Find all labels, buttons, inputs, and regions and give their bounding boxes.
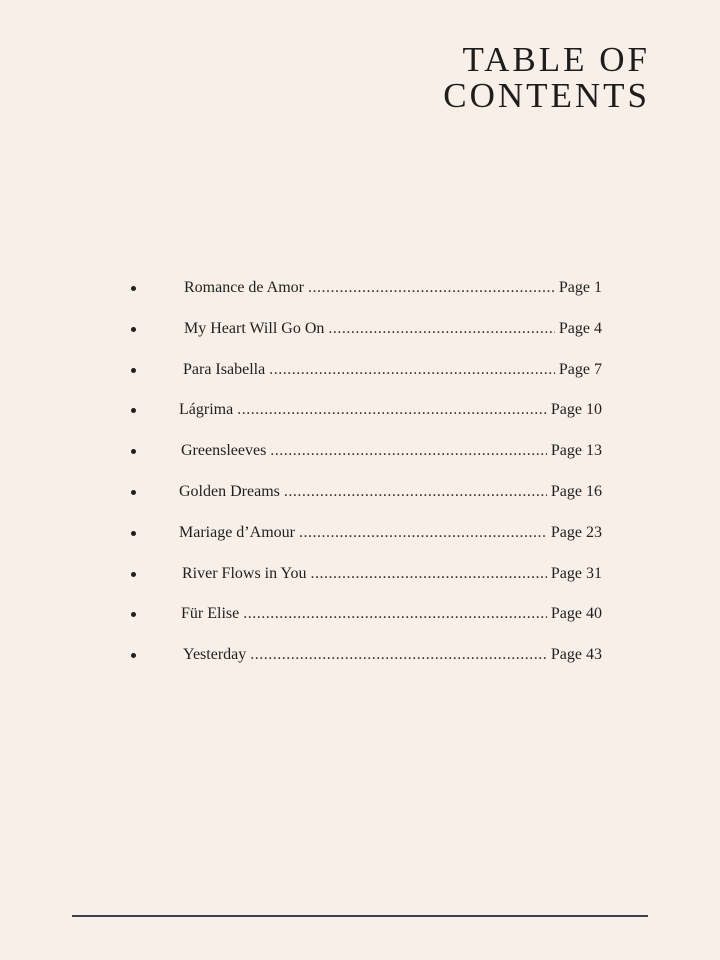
dot-leader xyxy=(328,319,555,339)
toc-entry-page: Page 13 xyxy=(550,442,602,459)
toc-entry-fur-elise[interactable] xyxy=(0,604,720,624)
toc-entry-line xyxy=(179,482,602,502)
bullet-icon xyxy=(131,612,136,617)
bullet-icon xyxy=(131,286,136,291)
toc-entry-title: My Heart Will Go On xyxy=(184,320,325,337)
dot-leader xyxy=(237,400,547,420)
toc-entry-title: Golden Dreams xyxy=(179,483,280,500)
title-line-1: TABLE OF xyxy=(462,40,650,79)
dot-leader xyxy=(310,564,546,584)
bullet-icon xyxy=(131,408,136,413)
toc-entry-line xyxy=(183,645,602,665)
toc-entry-lagrima[interactable] xyxy=(0,400,720,420)
toc-entry-line xyxy=(183,360,602,380)
bullet-icon xyxy=(131,653,136,658)
toc-entry-page: Page 40 xyxy=(550,605,602,622)
toc-entry-line xyxy=(184,278,602,298)
toc-entry-line xyxy=(179,400,602,420)
dot-leader xyxy=(269,360,555,380)
toc-entry-title: River Flows in You xyxy=(182,565,307,582)
toc-entry-line xyxy=(181,604,602,624)
toc-entry-line xyxy=(184,319,602,339)
dot-leader xyxy=(299,523,547,543)
toc-entry-title: Romance de Amor xyxy=(184,279,304,296)
toc-entry-page: Page 16 xyxy=(550,483,602,500)
toc-entry-romance-de-amor[interactable] xyxy=(0,278,720,298)
dot-leader xyxy=(284,482,547,502)
dot-leader xyxy=(270,441,547,461)
toc-entry-golden-dreams[interactable] xyxy=(0,482,720,502)
bullet-icon xyxy=(131,531,136,536)
toc-entry-greensleeves[interactable] xyxy=(0,441,720,461)
bullet-icon xyxy=(131,368,136,373)
dot-leader xyxy=(243,604,547,624)
toc-entry-page: Page 31 xyxy=(550,565,602,582)
dot-leader xyxy=(250,645,547,665)
toc-entry-title: Para Isabella xyxy=(183,361,266,378)
toc-entry-page: Page 23 xyxy=(550,524,602,541)
bullet-icon xyxy=(131,327,136,332)
bullet-icon xyxy=(131,572,136,577)
title-line-2: CONTENTS xyxy=(443,76,650,115)
dot-leader xyxy=(308,278,555,298)
toc-entry-para-isabella[interactable] xyxy=(0,360,720,380)
toc-entry-page: Page 1 xyxy=(558,279,602,296)
toc-entry-title: Yesterday xyxy=(183,646,247,663)
toc-entry-yesterday[interactable] xyxy=(0,645,720,665)
toc-entry-title: Lágrima xyxy=(179,401,234,418)
toc-entry-page: Page 7 xyxy=(558,361,602,378)
footer-divider xyxy=(72,915,648,917)
toc-entry-title: Für Elise xyxy=(181,605,240,622)
toc-entry-my-heart-will-go-on[interactable] xyxy=(0,319,720,339)
toc-entry-mariage-damour[interactable] xyxy=(0,523,720,543)
toc-entry-title: Mariage d’Amour xyxy=(179,524,295,541)
toc-entry-page: Page 4 xyxy=(558,320,602,337)
bullet-icon xyxy=(131,449,136,454)
toc-entry-page: Page 10 xyxy=(550,401,602,418)
toc-entry-page: Page 43 xyxy=(550,646,602,663)
toc-entry-title: Greensleeves xyxy=(181,442,267,459)
bullet-icon xyxy=(131,490,136,495)
toc-entry-line xyxy=(181,441,602,461)
toc-entry-line xyxy=(179,523,602,543)
toc-entry-river-flows-in-you[interactable] xyxy=(0,564,720,584)
toc-entry-line xyxy=(182,564,602,584)
